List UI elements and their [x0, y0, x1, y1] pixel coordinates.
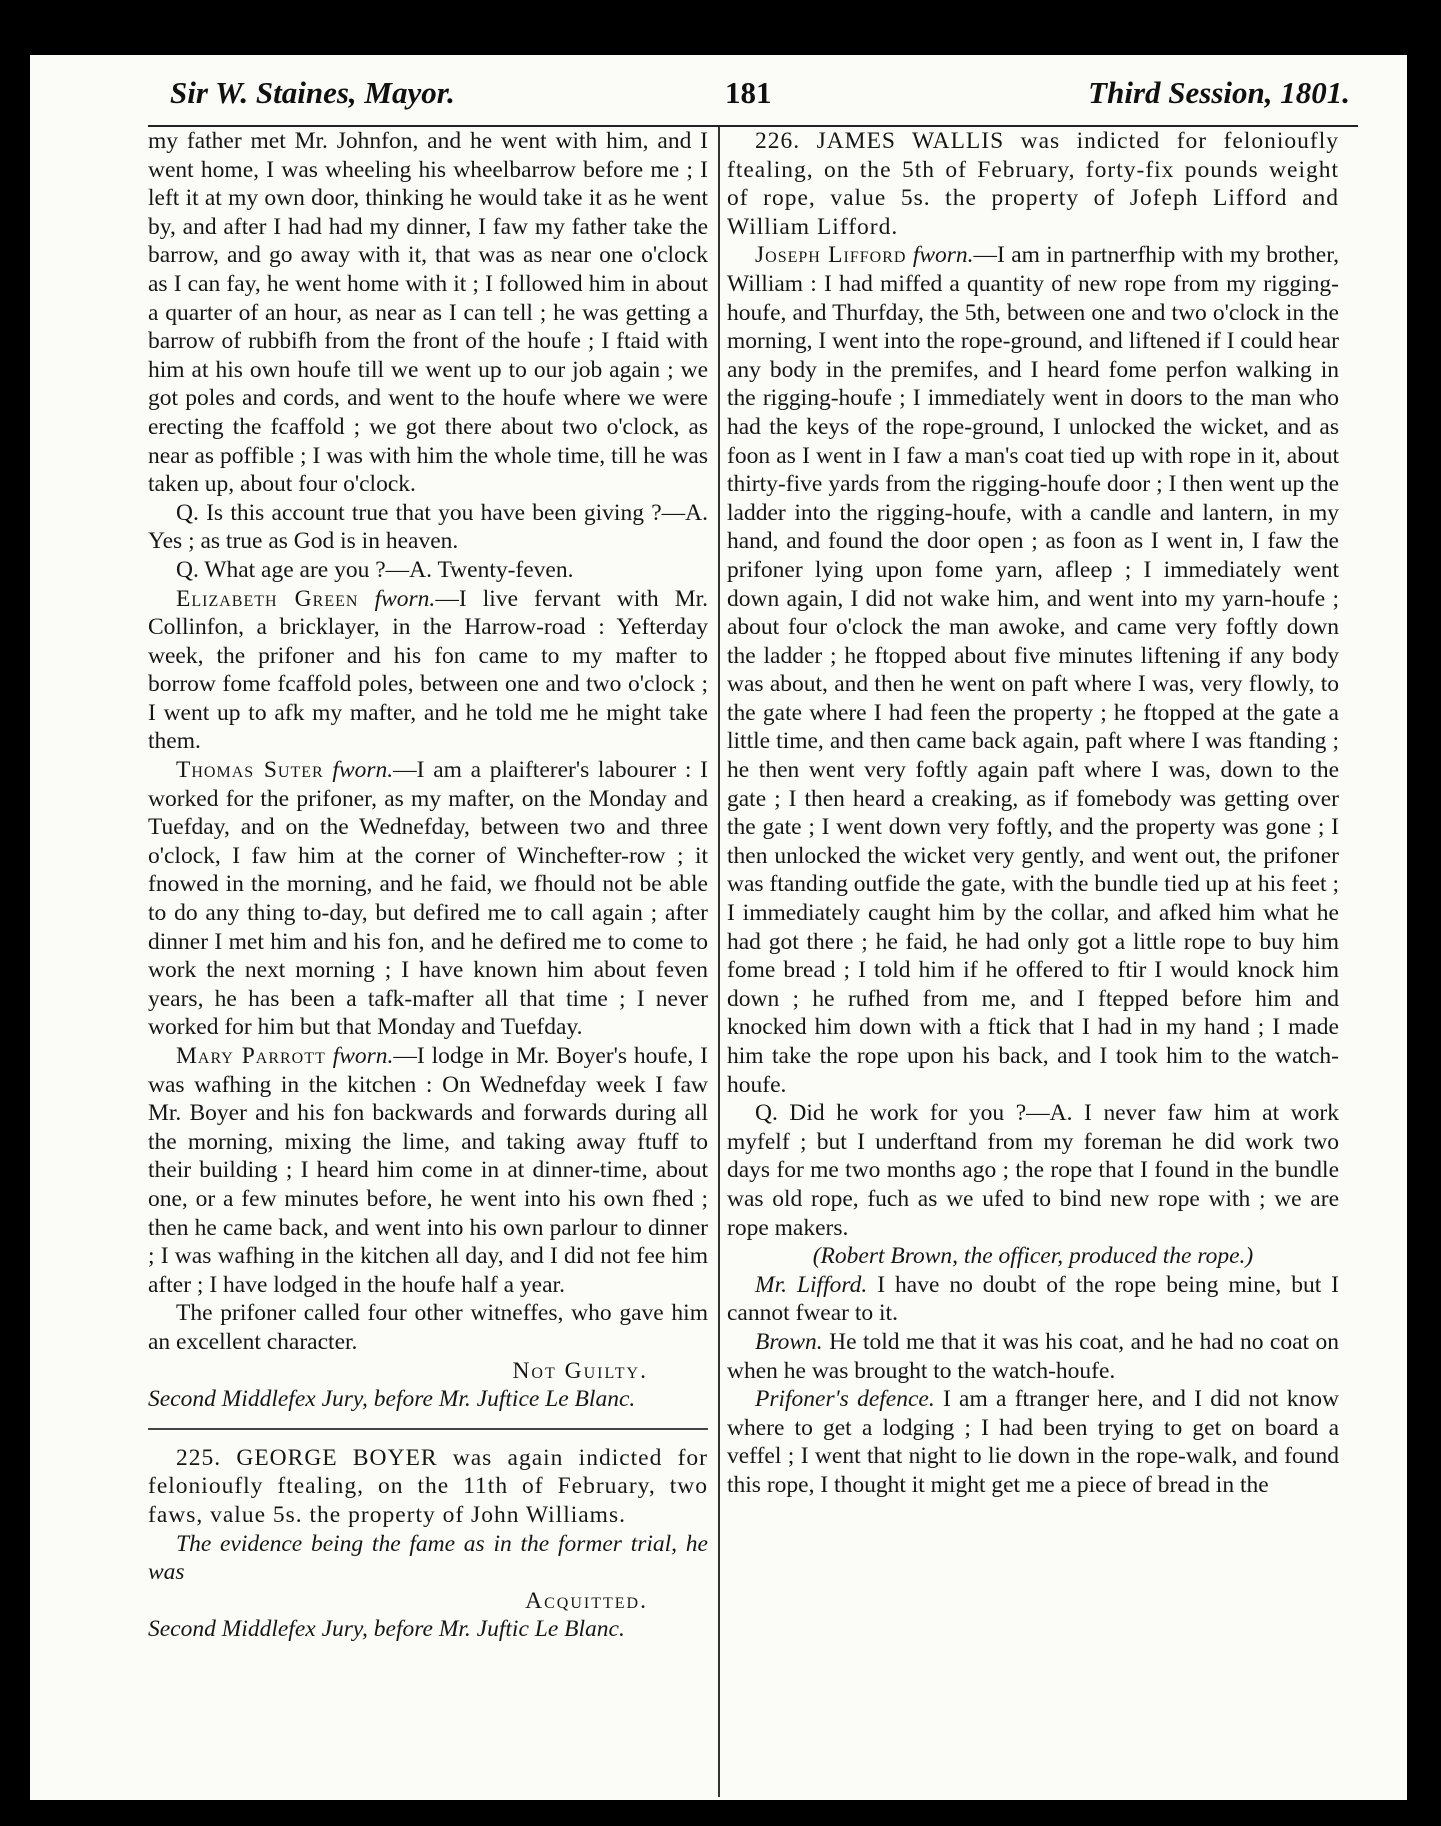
running-header: [170, 75, 1350, 125]
question-paragraph: Q. Did he work for you ?—A. I never faw him at work myfelf ; but I underftand from my foreman he did work two days for me two months ago ; the rope that I found in the bundle was old rope, fuch as we ufed to bind new rope with ; we are rope makers.: [727, 1100, 1339, 1241]
statement-paragraph: [727, 1271, 1339, 1328]
jury-note: Second Middlefex Jury, before Mr. Juftic Le Blanc.: [148, 1616, 625, 1643]
scan-border-top: [0, 0, 1441, 55]
header-mayor: Sir W. Staines, Mayor.: [170, 75, 455, 110]
document-page: [30, 55, 1407, 1800]
witness-name: Elizabeth Green: [176, 585, 359, 612]
verdict: Not Guilty.: [512, 1357, 648, 1384]
witness-name: Mary Parrott: [176, 1043, 326, 1069]
stage-note: (Robert Brown, the officer, produced the rope.): [812, 1243, 1254, 1270]
verdict: Acquitted.: [525, 1587, 648, 1614]
witness-testimony: —I am in partnerfhip with my brother, William : I had miffed a quantity of new rope from my rigging-houfe, and Thurfday, the 5th, between one and two o'clock in the morning, I went into the rope-ground, and liftened if I could hear any body in the premifes, and I heard fome perfon walking in the rigging-houfe ; I immediately went in doors to the man who had the keys of the rope-ground, I unlocked the wicket, and as foon as I went in I faw a man's coat tied up with rope in it, about thirty-five yards from the rigging-houfe door ; I then went up the ladder into the rigging-houfe, with a candle and lantern, in my hand, and found the door open ; as foon as I went in, I faw the prifoner lying upon fome yarn, afleep ; I immediately went down again, I did not wake him, and went into my yarn-houfe ; about four o'clock the man awoke, and came very foftly down the ladder ; he ftopped about five minutes liftening if any body was about, and then he went on paft where I was, very flowly, to the gate where I had feen the property ; he ftopped at the gate a little time, and then came back again, paft where I was ftanding ; he then went very foftly again paft where I was, down to the gate ; I then heard a creaking, as if fomebody was getting over the gate ; I went down very foftly, and the property was gone ; I then unlocked the wicket very gently, and went out, the prifoner was ftanding outfide the gate, with the bundle tied up at his feet ; I immediately caught him by the collar, and afked him what he had got there ; he faid, he had only got a little rope to buy him fome bread ; I told him if he offered to ftir I would knock him down ; he rufhed from me, and I ftepped before him and knocked him down with a ftick that I had in my hand ; I made him take the rope upon his back, and I took him to the watch-houfe.: [727, 242, 1339, 1098]
sworn-label: fworn.: [332, 757, 394, 784]
witness-paragraph: [148, 1042, 708, 1299]
defence-witnesses-note: The prifoner called four other witneffes, who gave him an excellent character.: [148, 1300, 708, 1355]
witness-testimony: —I live fervant with Mr. Collinfon, a bricklayer, in the Harrow-road : Yefterday week, the prifoner and his fon came to my mafter to borrow fome fcaffold poles, between one and two o'clock ; I went up to afk my mafter, and he told me he might take them.: [148, 585, 709, 755]
column-divider: [718, 127, 720, 1797]
witness-name: Thomas Suter: [176, 757, 324, 784]
jury-note: Second Middlefex Jury, before Mr. Juftice Le Blanc.: [148, 1386, 636, 1413]
case-separator: [148, 1428, 708, 1430]
left-column: [148, 127, 708, 1644]
witness-testimony: —I am a plaifterer's labourer : I worked for the prifoner, as my mafter, on the Monday and Tuefday, and on the Wednefday, between two and three o'clock, I faw him at the corner of Winchefter-row ; it fnowed in the morning, and he faid, we fhould not be able to do any thing to-day, but defired me to call again ; after dinner I met him and his fon, and he defired me to come to work the next morning ; I have known him about feven years, he has been a tafk-mafter all that time ; I never worked for him but that Monday and Tuefday.: [148, 757, 708, 1041]
sworn-label: fworn.: [374, 585, 436, 612]
speaker-name: Mr. Lifford.: [755, 1271, 868, 1298]
evidence-text: The evidence being the fame as in the former trial, he was: [148, 1530, 708, 1586]
statement-text: I am a ftranger here, and I did not know where to get a lodging ; I had been trying to get on board a veffel ; I went that night to lie down in the rope-walk, and found this rope, I thought it might get me a piece of bread in the: [727, 1386, 1339, 1498]
right-column: [727, 127, 1339, 1500]
testimony-paragraph: my father met Mr. Johnfon, and he went with him, and I went home, I was wheeling his wheelbarrow before me ; I left it at my own door, thinking he would take it as he went by, and after I had had my dinner, I faw my father take the barrow, and go away with it, that was as near one o'clock as I can fay, he went home with it ; I followed him in about a quarter of an hour, as near as I can tell ; he was getting a barrow of rubbifh from the front of the houfe ; I ftaid with him at his own houfe till we went up to our job again ; we got poles and cords, and went to the houfe where we were erecting the fcaffold ; we got there about two o'clock, as near as poffible ; I was with him the whole time, till he was taken up, about four o'clock.: [148, 128, 708, 498]
speaker-name: Brown.: [755, 1328, 823, 1355]
witness-testimony: —I lodge in Mr. Boyer's houfe, I was wafhing in the kitchen : On Wednefday week I faw Mr. Boyer and his fon backwards and forwards during all the morning, mixing the lime, and taking away ftuff to their building ; I heard him come in at dinner-time, about one, or a few minutes before, he went into his own fhed ; then he came back, and went into his own parlour to dinner ; I was wafhing in the kitchen all day, and I did not fee him after ; I have lodged in the houfe half a year.: [148, 1043, 708, 1298]
question-paragraph: Q. What age are you ?—A. Twenty-feven.: [176, 556, 574, 583]
witness-paragraph: [727, 241, 1339, 1099]
sworn-label: fworn.: [912, 242, 974, 269]
question-paragraph: Q. Is this account true that you have been giving ?—A. Yes ; as true as God is in heaven.: [148, 499, 708, 555]
witness-paragraph: [148, 756, 708, 1042]
witness-paragraph: [148, 585, 708, 757]
page-number: 181: [725, 75, 772, 110]
case-heading: 225. GEORGE BOYER was again indicted for felonioufly ftealing, on the 11th of February, two faws, value 5s. the property of John Williams.: [148, 1444, 708, 1528]
case-heading: 226. JAMES WALLIS was indicted for felonioufly ftealing, on the 5th of February, forty-fix pounds weight of rope, value 5s. the property of Jofeph Lifford and William Lifford.: [727, 128, 1339, 240]
witness-name: Joseph Lifford: [755, 242, 907, 269]
statement-text: I have no doubt of the rope being mine, but I cannot fwear to it.: [727, 1271, 1340, 1327]
defence-paragraph: [727, 1385, 1339, 1499]
statement-text: He told me that it was his coat, and he had no coat on when he was brought to the watch-houfe.: [727, 1328, 1339, 1384]
header-session: Third Session, 1801.: [1088, 75, 1350, 110]
evidence-note: [148, 1530, 708, 1587]
sworn-label: fworn.: [332, 1043, 394, 1069]
speaker-name: Prifoner's defence.: [755, 1386, 935, 1413]
statement-paragraph: [727, 1328, 1339, 1385]
